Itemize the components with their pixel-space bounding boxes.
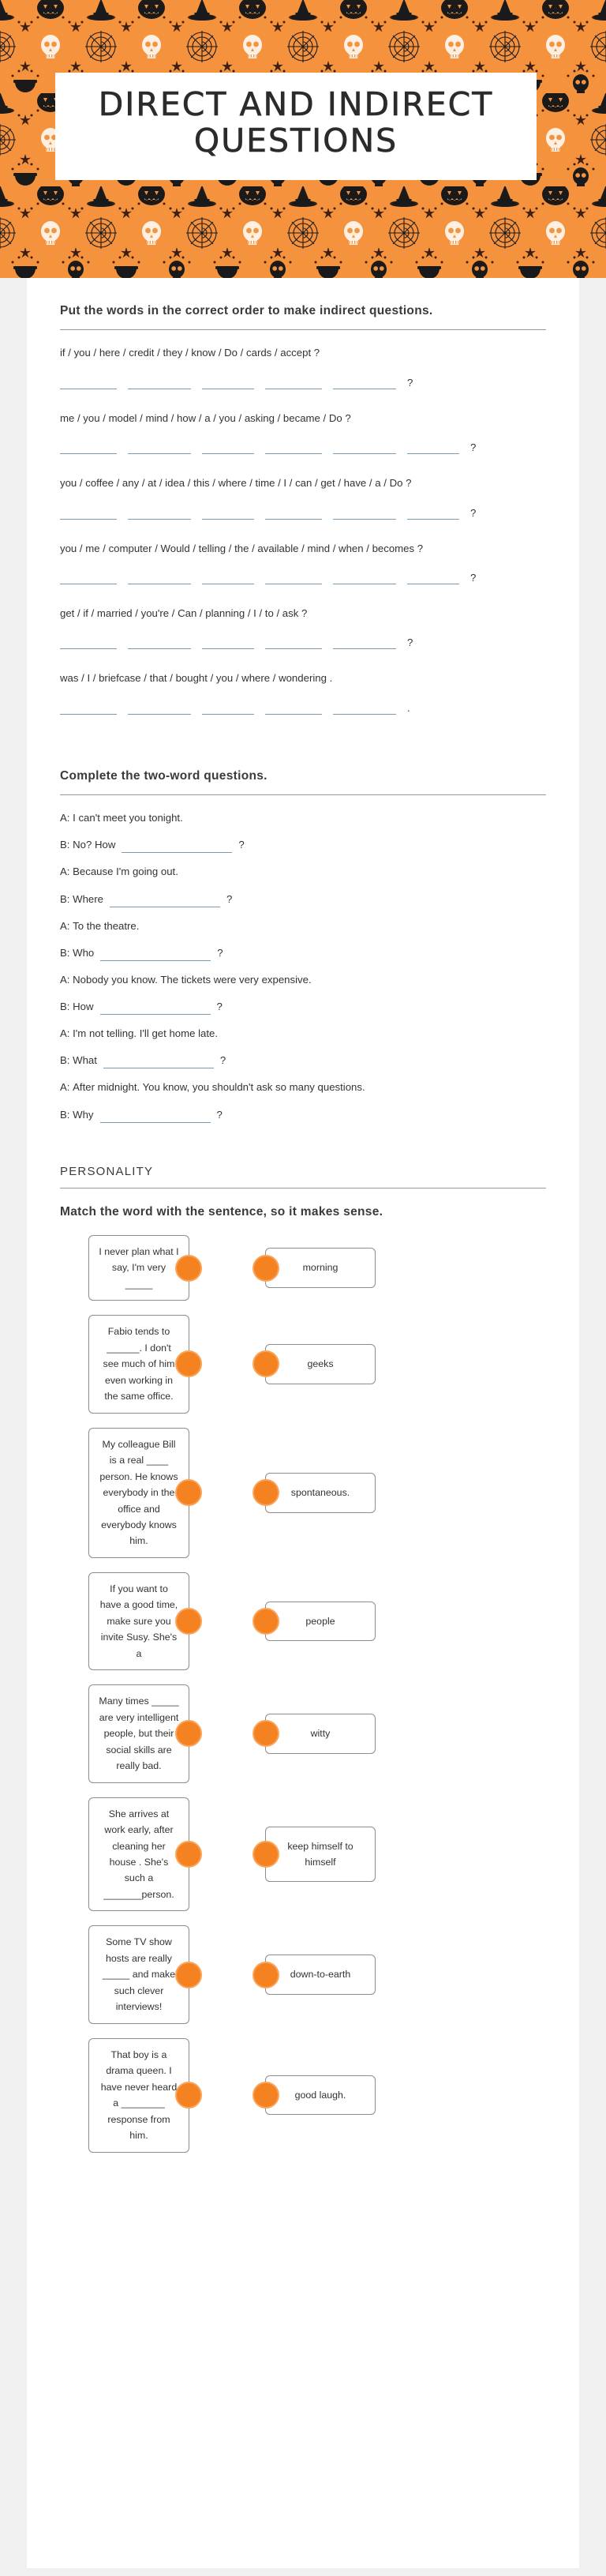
scrambled-words-text: you / me / computer / Would / telling / the / available / mind / when / becomes ? [60, 542, 424, 554]
answer-card[interactable] [265, 1714, 376, 1753]
answer-blank[interactable] [128, 374, 191, 389]
exercise-2-section [60, 767, 546, 1123]
exercise-1-instruction: Put the words in the correct order to make indirect questions. [60, 304, 433, 317]
answer-blank-row [60, 569, 546, 584]
sentence-card[interactable] [88, 1925, 189, 2023]
question-mark: ? [216, 1108, 223, 1121]
answer-blank[interactable] [333, 438, 396, 454]
dialogue-speaker: B: [60, 839, 73, 851]
sentence-terminator: ? [470, 441, 477, 454]
matching-right-column [265, 1955, 376, 1994]
matching-pair-row [60, 1235, 546, 1301]
answer-card[interactable] [265, 2075, 376, 2115]
sentence-card[interactable] [88, 1235, 189, 1301]
matching-pair-row [60, 1684, 546, 1782]
question-mark: ? [219, 1054, 226, 1067]
answer-blank[interactable] [128, 633, 191, 649]
answer-blank-row [60, 504, 546, 520]
exercise-2-divider [60, 794, 546, 795]
matching-right-column [265, 1248, 376, 1287]
connector-dot-left[interactable] [175, 1841, 202, 1868]
dialogue-line [60, 836, 546, 853]
matching-right-column [265, 2075, 376, 2115]
matching-left-column [60, 2038, 218, 2153]
answer-blank[interactable] [333, 374, 396, 389]
sentence-terminator: . [407, 701, 410, 714]
answer-card-text: good laugh. [294, 2089, 346, 2101]
answer-blank[interactable] [128, 438, 191, 454]
connector-dot-left[interactable] [175, 1479, 202, 1506]
dialogue-text: How [73, 1001, 94, 1012]
connector-dot-right[interactable] [252, 1255, 279, 1282]
matching-left-column [60, 1797, 218, 1912]
dialogue-speaker: B: [60, 1001, 73, 1012]
answer-blank[interactable] [333, 699, 396, 715]
answer-card-text: down-to-earth [290, 1969, 351, 1981]
word-order-item [60, 670, 546, 714]
matching-left-column [60, 1235, 218, 1301]
answer-blank[interactable] [60, 438, 117, 454]
matching-right-column [265, 1473, 376, 1512]
dialogue-speaker: A: [60, 919, 73, 932]
sentence-terminator: ? [470, 506, 477, 519]
matching-left-column [60, 1315, 218, 1413]
answer-card-text: keep himself to himself [287, 1840, 354, 1868]
answer-card[interactable] [265, 1602, 376, 1641]
dialogue-line [60, 891, 546, 907]
answer-blank[interactable] [128, 569, 191, 584]
sentence-card[interactable] [88, 1428, 189, 1558]
word-order-item [60, 605, 546, 649]
connector-dot-right[interactable] [252, 1841, 279, 1868]
answer-blank[interactable] [333, 504, 396, 520]
connector-dot-left[interactable] [175, 1608, 202, 1635]
answer-card[interactable] [265, 1827, 376, 1883]
dialogue-line [60, 971, 546, 988]
dialogue-line [60, 1079, 546, 1095]
answer-blank[interactable] [202, 438, 254, 454]
answer-blank[interactable] [407, 569, 459, 584]
connector-dot-left[interactable] [175, 1962, 202, 1988]
matching-left-column [60, 1572, 218, 1670]
answer-blank[interactable] [265, 504, 322, 520]
scrambled-words-text: was / I / briefcase / that / bought / you / where / wondering . [60, 672, 333, 685]
dialogue-text: No? How [73, 839, 116, 851]
exercise-2-instruction: Complete the two-word questions. [60, 768, 267, 783]
exercise-1-divider [60, 329, 546, 330]
answer-blank-row [60, 374, 546, 389]
connector-dot-left[interactable] [175, 1350, 202, 1377]
answer-blank[interactable] [407, 438, 459, 454]
dialogue-answer-blank[interactable] [100, 1001, 211, 1015]
sentence-card-text: Fabio tends to ______. I don't see much of him even working in the same office. [103, 1326, 175, 1403]
dialogue-line [60, 1052, 546, 1068]
sentence-card-text: I never plan what I say, I'm very _____ [99, 1245, 179, 1290]
dialogue-text: I'm not telling. I'll get home late. [73, 1027, 219, 1040]
matching-right-column [265, 1344, 376, 1384]
word-order-item [60, 540, 546, 584]
scrambled-words-text: me / you / model / mind / how / a / you / asking / became / Do ? [60, 411, 351, 424]
sentence-terminator: ? [407, 636, 413, 649]
dialogue-text: After midnight. You know, you shouldn't ask so many questions. [73, 1081, 365, 1094]
answer-blank[interactable] [60, 633, 117, 649]
matching-left-column [60, 1428, 218, 1558]
scrambled-words-text: if / you / here / credit / they / know / Do / cards / accept ? [60, 347, 320, 359]
word-order-item [60, 344, 546, 389]
sentence-card-text: That boy is a drama queen. I have never heard a ________ response from him. [100, 2048, 178, 2142]
sentence-card-text: She arrives at work early, after cleaning her house . She's such a _______person. [103, 1808, 174, 1900]
worksheet-title-card [55, 73, 537, 180]
answer-blank[interactable] [202, 504, 254, 520]
matching-right-column [265, 1827, 376, 1883]
dialogue-text: I can't meet you tonight. [73, 812, 183, 824]
answer-card[interactable] [265, 1473, 376, 1512]
sentence-terminator: ? [407, 376, 413, 389]
matching-pair-row [60, 1797, 546, 1912]
dialogue-text: What [73, 1054, 97, 1067]
dialogue-line [60, 1025, 546, 1042]
dialogue-speaker: A: [60, 812, 73, 824]
connector-dot-right[interactable] [252, 1720, 279, 1747]
dialogue-line [60, 918, 546, 934]
dialogue-speaker: B: [60, 1054, 73, 1067]
answer-card[interactable] [265, 1344, 376, 1384]
connector-dot-left[interactable] [175, 1720, 202, 1747]
dialogue-speaker: A: [60, 1027, 73, 1040]
matching-right-column [265, 1602, 376, 1641]
matching-pair-row [60, 1572, 546, 1670]
dialogue-answer-blank[interactable] [122, 839, 232, 853]
answer-card-text: witty [310, 1728, 331, 1740]
answer-blank[interactable] [202, 633, 254, 649]
connector-dot-right[interactable] [252, 1608, 279, 1635]
matching-pair-row [60, 1315, 546, 1413]
dialogue-speaker: B: [60, 892, 73, 905]
dialogue-text: Who [73, 946, 95, 959]
answer-blank[interactable] [128, 699, 191, 715]
question-mark: ? [238, 839, 245, 851]
dialogue-text: Where [73, 892, 103, 905]
answer-blank[interactable] [60, 504, 117, 520]
dialogue-answer-blank[interactable] [100, 948, 211, 961]
matching-right-column [265, 1714, 376, 1753]
worksheet-body [27, 278, 579, 2568]
dialogue-text: Nobody you know. The tickets were very expensive. [73, 973, 312, 986]
matching-pair-row [60, 2038, 546, 2153]
sentence-card[interactable] [88, 1315, 189, 1413]
sentence-card-text: If you want to have a good time, make sure you invite Susy. She's a [99, 1583, 178, 1659]
answer-card[interactable] [265, 1955, 376, 1994]
connector-dot-right[interactable] [252, 1350, 279, 1377]
answer-card-text: morning [302, 1262, 339, 1274]
dialogue-text: To the theatre. [73, 919, 140, 932]
dialogue-answer-blank[interactable] [100, 1110, 211, 1123]
question-mark: ? [217, 946, 223, 959]
answer-blank[interactable] [60, 699, 117, 715]
word-order-item [60, 410, 546, 454]
answer-blank-row [60, 699, 546, 715]
question-mark: ? [216, 1001, 223, 1012]
sentence-card[interactable] [88, 1684, 189, 1782]
answer-blank[interactable] [128, 504, 191, 520]
sentence-card[interactable] [88, 1572, 189, 1670]
dialogue-answer-blank[interactable] [110, 894, 220, 907]
answer-card-text: geeks [307, 1358, 334, 1370]
dialogue-speaker: A: [60, 973, 73, 986]
sentence-card-text: My colleague Bill is a real ____ person. He knows everybody in the office and everybody knows him. [99, 1438, 178, 1547]
dialogue-line [60, 1106, 546, 1123]
dialogue-text: Why [73, 1108, 94, 1121]
exercise-1-section [60, 302, 546, 715]
answer-blank[interactable] [333, 569, 396, 584]
answer-blank[interactable] [60, 374, 117, 389]
exercise-2-dialogue-list [60, 809, 546, 1123]
answer-blank[interactable] [407, 504, 459, 520]
answer-card[interactable] [265, 1248, 376, 1287]
page-title-line-1: DIRECT AND INDIRECT [98, 85, 494, 123]
sentence-card-text: Many times _____ are very intelligent people, but their social skills are really bad. [99, 1695, 179, 1772]
connector-dot-right[interactable] [252, 2082, 279, 2108]
dialogue-speaker: A: [60, 1081, 73, 1094]
sentence-terminator: ? [470, 572, 477, 584]
answer-blank[interactable] [265, 569, 322, 584]
answer-blank[interactable] [333, 633, 396, 649]
exercise-3-section [60, 1165, 546, 2153]
sentence-card[interactable] [88, 1797, 189, 1912]
answer-blank[interactable] [265, 374, 322, 389]
answer-blank-row [60, 438, 546, 454]
dialogue-speaker: B: [60, 1108, 73, 1121]
connector-dot-right[interactable] [252, 1479, 279, 1506]
page-title-line-2: QUESTIONS [193, 121, 398, 160]
dialogue-line [60, 863, 546, 880]
dialogue-speaker: A: [60, 866, 73, 878]
matching-left-column [60, 1684, 218, 1782]
scrambled-words-text: you / coffee / any / at / idea / this / where / time / I / can / get / have / a / Do ? [60, 477, 412, 490]
dialogue-speaker: B: [60, 946, 73, 959]
dialogue-line [60, 809, 546, 826]
matching-pair-list [60, 1235, 546, 2153]
halloween-header-banner [0, 0, 606, 278]
exercise-1-item-list [60, 344, 546, 715]
connector-dot-right[interactable] [252, 1962, 279, 1988]
answer-blank[interactable] [60, 569, 117, 584]
answer-card-text: people [305, 1615, 335, 1627]
answer-blank-row [60, 633, 546, 649]
question-mark: ? [226, 892, 233, 905]
answer-blank[interactable] [265, 699, 322, 715]
scrambled-words-text: get / if / married / you're / Can / planning / I / to / ask ? [60, 607, 308, 619]
matching-left-column [60, 1925, 218, 2023]
word-order-item [60, 475, 546, 519]
matching-pair-row [60, 1925, 546, 2023]
sentence-card-text: Some TV show hosts are really _____ and make such clever interviews! [102, 1936, 176, 2013]
answer-blank[interactable] [202, 374, 254, 389]
answer-card-text: spontaneous. [290, 1487, 350, 1499]
answer-blank[interactable] [265, 633, 322, 649]
sentence-card[interactable] [88, 2038, 189, 2153]
answer-blank[interactable] [265, 438, 322, 454]
dialogue-answer-blank[interactable] [103, 1055, 214, 1068]
connector-dot-left[interactable] [175, 1255, 202, 1282]
dialogue-line [60, 944, 546, 961]
dialogue-line [60, 998, 546, 1015]
dialogue-text: Because I'm going out. [73, 866, 178, 878]
matching-pair-row [60, 1428, 546, 1558]
answer-blank[interactable] [202, 699, 254, 715]
answer-blank[interactable] [202, 569, 254, 584]
connector-dot-left[interactable] [175, 2082, 202, 2108]
personality-section-label: PERSONALITY [60, 1164, 154, 1178]
exercise-3-instruction: Match the word with the sentence, so it makes sense. [60, 1204, 383, 1219]
